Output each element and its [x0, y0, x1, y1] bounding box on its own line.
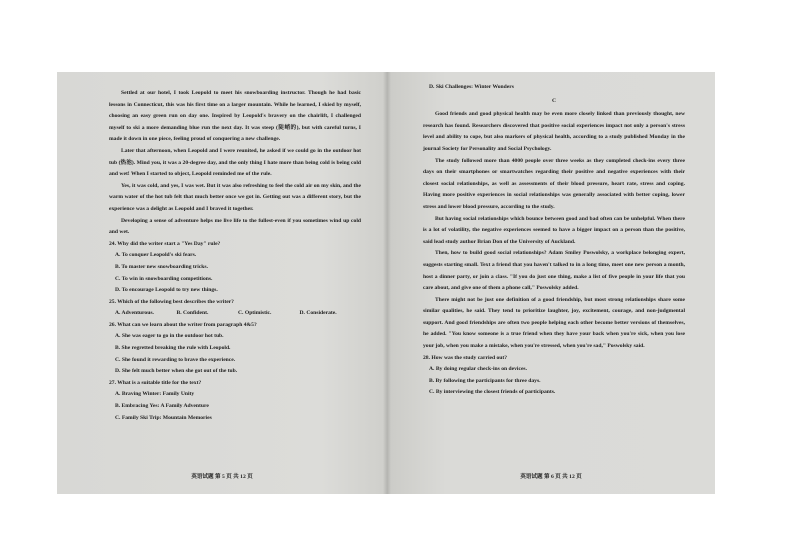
paragraph: There might not be just one definition of a good friendship, but most strong relationships share some similar qualities, he said. They tend to prioritize laughter, joy, excitement, courage, and non-judgmental support. And good friendships are often two people helping each other become better versions of themselves, he added. "You know someone is a true friend when they have your back when you're sick, when you lose your job, when you make a mistake, when you're stressed, when you're sad," Poswolsky said. [423, 296, 685, 350]
left-page-text [109, 88, 361, 424]
paragraph: Settled at our hotel, I took Leopold to meet his snowboarding instructor. Though he had basic lessons in Connecticut, this was his first time on a larger mountain. While he learned, I skied by myself, choosing an easy green run on day one. Inspired by Leopold's bravery on the chairlift, I challenged myself to ski a more demanding blue run the next day. It was steep (陡峭的), but with careful turns, I made it down in one piece, feeling proud of conquering a new challenge. [109, 90, 361, 143]
question-26-stem: 26. What can we learn about the writer from paragraph 4&5? [109, 321, 257, 328]
question-26-option-c: C. She found it rewarding to brave the experience. [115, 356, 236, 363]
question-28-option-b: B. By following the participants for three days. [429, 377, 541, 384]
exam-sheet [57, 72, 715, 494]
paragraph: The study followed more than 4000 people over three weeks as they completed check-ins every three days on their smartphones or smartwatches regarding their positive and negative experiences with their closest social relationships, as well as assessments of their blood pressure, heart rate, stress and coping. Having more positive experiences in social relationships was generally associated with better coping, lower stress and lower blood pressure, according to the study. [423, 157, 685, 210]
question-24-option-d: D. To encourage Leopold to try new things. [115, 287, 218, 294]
question-25-options [115, 308, 361, 320]
question-25-option-a: A. Adventurous. [115, 310, 154, 317]
page-footer: 英语试题 第 5 页 共 12 页 [191, 474, 253, 480]
question-27-stem: 27. What is a suitable title for the text? [109, 379, 202, 386]
question-27-option-a: A. Braving Winter: Family Unity [115, 391, 195, 398]
question-28-option-c: C. By interviewing the closest friends of participants. [429, 389, 556, 396]
section-heading: C [551, 97, 557, 104]
paragraph: Developing a sense of adventure helps me live life to the fullest-even if you sometimes wind up cold and wet. [109, 217, 361, 236]
question-25-option-c: C. Optimistic. [238, 310, 272, 317]
question-27-option-b: B. Embracing Yes: A Family Adventure [115, 403, 209, 410]
question-26-option-b: B. She regretted breaking the rule with Leopold. [115, 345, 231, 352]
paragraph: Later that afternoon, when Leopold and I were reunited, he asked if we could go in the outdoor hot tub (热池). Mind you, it was a 20-degree day, and the only thing I hate more than being cold is being cold and wet! When I started to object, Leopold reminded me of the rule. [109, 147, 361, 178]
right-page-text [423, 82, 685, 399]
paragraph: Then, how to build good social relationships? Adam Smiley Poswolsky, a workplace belonging expert, suggests starting small. Text a friend that you haven't talked to in a long time, meet one new person a month, host a dinner party, or join a class. "If you do just one thing, make a list of five people in your life that you care about, and give one of them a phone call," Poswolsky added. [423, 250, 685, 292]
right-page [387, 72, 715, 494]
paragraph: Good friends and good physical health may be even more closely linked than previously thought, new research has found. Researchers discovered that positive social experiences impact not only a person's stress level and ability to cope, but also markers of physical health, according to a study published Monday in the journal Society for Personality and Social Psychology. [423, 111, 685, 152]
question-26-option-a: A. She was eager to go in the outdoor hot tub. [115, 333, 224, 340]
question-24-option-b: B. To master new snowboarding tricks. [115, 263, 208, 270]
question-25-option-d: D. Considerate. [299, 310, 337, 317]
question-25-option-b: B. Confident. [176, 310, 209, 317]
question-24-option-a: A. To conquer Leopold's ski fears. [115, 252, 197, 259]
question-25-stem: 25. Which of the following best describes the writer? [109, 298, 234, 305]
page-fold [383, 72, 391, 494]
question-26-option-d: D. She felt much better when she got out of the tub. [115, 368, 238, 375]
paragraph: But having social relationships which bounce between good and bad often can be unhelpful. When there is a lot of volatility, the negative experiences seemed to have a bigger impact on a person than the positive, said lead study author Brian Don of the University of Auckland. [423, 215, 685, 245]
question-24-option-c: C. To win in snowboarding competitions. [115, 275, 213, 282]
question-28-option-a: A. By doing regular check-ins on devices. [429, 366, 527, 373]
question-28-stem: 28. How was the study carried out? [423, 354, 508, 361]
question-24-stem: 24. Why did the writer start a "Yes Day" rule? [109, 240, 221, 247]
left-page [57, 72, 387, 494]
question-27-option-d: D. Ski Challenges: Winter Wonders [429, 84, 514, 90]
page-footer: 英语试题 第 6 页 共 12 页 [520, 474, 582, 480]
paragraph: Yes, it was cold, and yes, I was wet. But it was also refreshing to feel the cold air on my skin, and the warm water of the hot tub felt that much better once we got in. Getting out was a different story, but the experience was a delight as Leopold and I braved it together. [109, 182, 361, 212]
question-27-option-c: C. Family Ski Trip: Mountain Memories [115, 414, 212, 421]
